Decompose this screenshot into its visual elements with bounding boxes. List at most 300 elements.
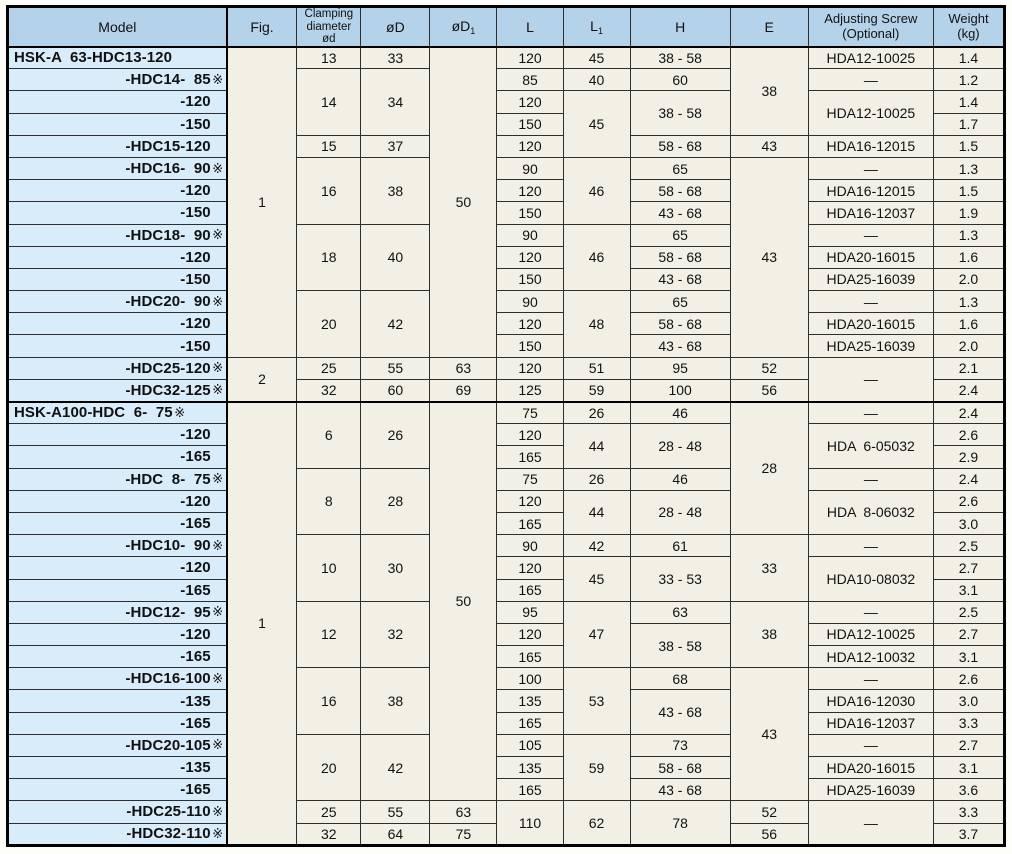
cell-oD1: 63 [430, 357, 497, 379]
table-row [8, 180, 1005, 202]
cell-screw: — [808, 291, 933, 313]
table-row [8, 202, 1005, 224]
cell-oD: 55 [361, 801, 430, 823]
cell-weight: 1.6 [933, 246, 1004, 268]
cell-od_clamp: 20 [297, 291, 361, 358]
cell-weight: 2.7 [933, 734, 1004, 756]
cell-od_clamp: 10 [297, 535, 361, 602]
cell-H: 68 [630, 668, 730, 690]
model-cell [8, 490, 227, 512]
model-text: -135 [180, 692, 211, 710]
cell-screw: HDA16-12030 [808, 690, 933, 712]
cell-screw: — [808, 402, 933, 424]
model-text: -HDC20-105 [125, 736, 211, 754]
cell-L: 85 [497, 69, 563, 91]
cell-oD: 42 [361, 734, 430, 801]
model-text: -HDC10- 90 [125, 537, 211, 555]
cell-screw: HDA25-16039 [808, 268, 933, 290]
cell-oD: 60 [361, 379, 430, 401]
cell-E: 38 [730, 601, 808, 668]
cell-L: 165 [497, 446, 563, 468]
cell-L: 120 [497, 424, 563, 446]
cell-L1: 53 [563, 668, 630, 735]
cell-od_clamp: 32 [297, 823, 361, 845]
table-row [8, 690, 1005, 712]
cell-L: 165 [497, 779, 563, 801]
cell-L1: 59 [563, 379, 630, 401]
cell-weight: 1.7 [933, 113, 1004, 135]
cell-H: 28 - 48 [630, 490, 730, 534]
cell-H: 46 [630, 468, 730, 490]
cell-weight: 2.0 [933, 335, 1004, 357]
table-row [8, 268, 1005, 290]
table-row [8, 91, 1005, 113]
column-header-weight: Weight (kg) [933, 7, 1004, 47]
cell-od_clamp: 14 [297, 69, 361, 136]
cell-E: 38 [730, 47, 808, 136]
cell-od_clamp: 32 [297, 379, 361, 401]
cell-L: 120 [497, 357, 563, 379]
cell-H: 65 [630, 291, 730, 313]
model-cell [8, 69, 227, 91]
cell-screw: HDA16-12037 [808, 712, 933, 734]
model-text: -120 [180, 559, 211, 577]
cell-L1: 62 [563, 801, 630, 845]
cell-H: 58 - 68 [630, 246, 730, 268]
note-mark: ※ [212, 160, 224, 176]
cell-weight: 1.3 [933, 224, 1004, 246]
cell-screw: — [808, 224, 933, 246]
cell-L: 150 [497, 113, 563, 135]
cell-weight: 2.7 [933, 557, 1004, 579]
cell-screw: — [808, 668, 933, 690]
cell-weight: 2.1 [933, 357, 1004, 379]
cell-H: 78 [630, 801, 730, 845]
cell-L: 135 [497, 690, 563, 712]
model-cell [8, 113, 227, 135]
cell-oD1: 50 [430, 402, 497, 801]
cell-L: 110 [497, 801, 563, 845]
cell-od_clamp: 20 [297, 734, 361, 801]
table-row [8, 135, 1005, 157]
model-text: -165 [180, 648, 211, 666]
cell-weight: 1.6 [933, 313, 1004, 335]
spec-table [6, 5, 1006, 847]
cell-oD: 55 [361, 357, 430, 379]
cell-od_clamp: 15 [297, 135, 361, 157]
model-cell [8, 757, 227, 779]
column-header-L: L [497, 7, 563, 47]
note-mark: ※ [212, 537, 224, 553]
model-cell [8, 313, 227, 335]
cell-weight: 3.1 [933, 579, 1004, 601]
cell-L: 90 [497, 291, 563, 313]
cell-L: 120 [497, 246, 563, 268]
cell-L1: 26 [563, 402, 630, 424]
cell-E: 52 [730, 801, 808, 823]
cell-oD: 37 [361, 135, 430, 157]
cell-weight: 2.5 [933, 601, 1004, 623]
cell-weight: 2.5 [933, 535, 1004, 557]
model-cell [8, 335, 227, 357]
model-text: -HDC 8- 75 [125, 470, 211, 488]
model-text: HSK-A 63-HDC13-120 [14, 49, 173, 67]
model-cell [8, 623, 227, 645]
model-cell [8, 535, 227, 557]
cell-L: 120 [497, 47, 563, 69]
cell-H: 28 - 48 [630, 424, 730, 468]
cell-H: 43 - 68 [630, 335, 730, 357]
cell-H: 38 - 58 [630, 91, 730, 135]
cell-L: 90 [497, 535, 563, 557]
note-mark: ※ [212, 803, 224, 819]
model-text: -HDC25-120 [125, 359, 211, 377]
header-row [8, 7, 1005, 47]
model-text: -120 [180, 426, 211, 444]
cell-weight: 2.0 [933, 268, 1004, 290]
cell-L: 165 [497, 646, 563, 668]
cell-H: 38 - 58 [630, 623, 730, 667]
column-header-od_clamp: Clamping diameter ød [297, 7, 361, 47]
model-cell [8, 224, 227, 246]
cell-E: 43 [730, 157, 808, 357]
cell-oD: 64 [361, 823, 430, 845]
cell-weight: 1.4 [933, 47, 1004, 69]
cell-od_clamp: 12 [297, 601, 361, 668]
note-mark: ※ [212, 293, 224, 309]
cell-weight: 2.6 [933, 668, 1004, 690]
model-cell [8, 646, 227, 668]
model-text: -HDC20- 90 [125, 293, 211, 311]
model-text: -135 [180, 759, 211, 777]
cell-oD: 34 [361, 69, 430, 136]
note-mark: ※ [212, 471, 224, 487]
model-text: -120 [180, 625, 211, 643]
cell-screw: HDA12-10025 [808, 47, 933, 69]
model-cell [8, 668, 227, 690]
cell-L1: 26 [563, 468, 630, 490]
cell-screw: HDA16-12037 [808, 202, 933, 224]
cell-oD1: 75 [430, 823, 497, 845]
table-row [8, 779, 1005, 801]
cell-L1: 40 [563, 69, 630, 91]
cell-screw: HDA10-08032 [808, 557, 933, 601]
cell-screw: — [808, 468, 933, 490]
cell-H: 38 - 58 [630, 47, 730, 69]
model-text: -HDC25-110 [126, 803, 211, 821]
cell-weight: 3.3 [933, 712, 1004, 734]
cell-oD: 38 [361, 668, 430, 735]
model-cell [8, 734, 227, 756]
cell-fig: 1 [227, 402, 297, 846]
cell-screw: HDA16-12015 [808, 135, 933, 157]
table-row [8, 157, 1005, 179]
model-text: HSK-A100-HDC 6- 75 [14, 404, 173, 422]
table-row [8, 291, 1005, 313]
model-text: -HDC12- 95 [125, 603, 211, 621]
cell-weight: 3.0 [933, 690, 1004, 712]
cell-weight: 3.1 [933, 757, 1004, 779]
column-header-oD: øD [361, 7, 430, 47]
note-mark: ※ [212, 604, 224, 620]
table-row [8, 646, 1005, 668]
cell-od_clamp: 8 [297, 468, 361, 535]
cell-L: 120 [497, 91, 563, 113]
cell-H: 43 - 68 [630, 202, 730, 224]
cell-screw: HDA16-12015 [808, 180, 933, 202]
cell-L: 95 [497, 601, 563, 623]
cell-H: 33 - 53 [630, 557, 730, 601]
cell-oD1: 69 [430, 379, 497, 401]
cell-screw: HDA12-10032 [808, 646, 933, 668]
cell-weight: 2.4 [933, 468, 1004, 490]
table-row [8, 424, 1005, 446]
cell-od_clamp: 16 [297, 668, 361, 735]
column-header-H: H [630, 7, 730, 47]
table-row [8, 468, 1005, 490]
cell-H: 65 [630, 224, 730, 246]
note-mark: ※ [212, 825, 224, 841]
cell-weight: 1.5 [933, 180, 1004, 202]
cell-weight: 1.2 [933, 69, 1004, 91]
cell-L: 120 [497, 623, 563, 645]
cell-od_clamp: 25 [297, 801, 361, 823]
model-cell [8, 135, 227, 157]
model-cell [8, 690, 227, 712]
cell-E: 28 [730, 402, 808, 535]
cell-E: 33 [730, 535, 808, 602]
model-text: -120 [180, 492, 211, 510]
model-cell [8, 801, 227, 823]
note-mark: ※ [212, 360, 224, 376]
table-row [8, 357, 1005, 379]
cell-screw: HDA25-16039 [808, 779, 933, 801]
cell-oD: 40 [361, 224, 430, 291]
table-row [8, 734, 1005, 756]
cell-oD: 26 [361, 402, 430, 469]
cell-L: 150 [497, 202, 563, 224]
table-row [8, 335, 1005, 357]
cell-weight: 3.7 [933, 823, 1004, 845]
cell-weight: 2.4 [933, 402, 1004, 424]
model-cell [8, 424, 227, 446]
cell-L: 75 [497, 468, 563, 490]
cell-screw: HDA20-16015 [808, 757, 933, 779]
cell-screw: HDA25-16039 [808, 335, 933, 357]
table-row [8, 313, 1005, 335]
model-text: -HDC18- 90 [125, 226, 211, 244]
model-cell [8, 202, 227, 224]
cell-oD: 38 [361, 157, 430, 224]
table-row [8, 535, 1005, 557]
cell-weight: 3.3 [933, 801, 1004, 823]
cell-L: 90 [497, 224, 563, 246]
table-row [8, 490, 1005, 512]
model-cell [8, 357, 227, 379]
cell-L1: 46 [563, 224, 630, 291]
cell-E: 56 [730, 823, 808, 845]
cell-screw: HDA 6-05032 [808, 424, 933, 468]
cell-H: 58 - 68 [630, 757, 730, 779]
cell-screw: HDA20-16015 [808, 246, 933, 268]
cell-L: 120 [497, 313, 563, 335]
cell-E: 52 [730, 357, 808, 379]
table-row [8, 601, 1005, 623]
model-cell [8, 246, 227, 268]
cell-weight: 1.3 [933, 157, 1004, 179]
cell-weight: 3.0 [933, 512, 1004, 534]
model-text: -165 [180, 581, 211, 599]
cell-weight: 2.6 [933, 490, 1004, 512]
model-cell [8, 512, 227, 534]
cell-weight: 3.6 [933, 779, 1004, 801]
cell-L: 165 [497, 512, 563, 534]
cell-L1: 44 [563, 424, 630, 468]
cell-od_clamp: 16 [297, 157, 361, 224]
table-row [8, 402, 1005, 424]
model-cell [8, 712, 227, 734]
table-row [8, 246, 1005, 268]
cell-oD: 33 [361, 47, 430, 69]
cell-L: 90 [497, 157, 563, 179]
cell-L1: 47 [563, 601, 630, 668]
cell-screw: — [808, 69, 933, 91]
model-text: -165 [180, 781, 211, 799]
cell-H: 58 - 68 [630, 313, 730, 335]
model-text: -165 [180, 714, 211, 732]
cell-od_clamp: 6 [297, 402, 361, 469]
cell-oD: 30 [361, 535, 430, 602]
model-text: -HDC16- 90 [125, 160, 211, 178]
cell-screw: HDA12-10025 [808, 623, 933, 645]
model-cell [8, 268, 227, 290]
cell-weight: 2.4 [933, 379, 1004, 401]
cell-screw: — [808, 801, 933, 845]
cell-weight: 2.6 [933, 424, 1004, 446]
note-mark: ※ [212, 737, 224, 753]
cell-L: 150 [497, 335, 563, 357]
cell-oD1: 50 [430, 47, 497, 358]
cell-L: 105 [497, 734, 563, 756]
cell-weight: 1.5 [933, 135, 1004, 157]
cell-H: 46 [630, 402, 730, 424]
cell-L: 165 [497, 712, 563, 734]
model-text: -HDC15-120 [125, 137, 211, 155]
cell-fig: 2 [227, 357, 297, 401]
cell-H: 43 - 68 [630, 690, 730, 734]
cell-od_clamp: 18 [297, 224, 361, 291]
note-mark: ※ [212, 71, 224, 87]
cell-H: 43 - 68 [630, 268, 730, 290]
cell-weight: 1.9 [933, 202, 1004, 224]
cell-screw: HDA 8-06032 [808, 490, 933, 534]
cell-oD: 42 [361, 291, 430, 358]
column-header-E: E [730, 7, 808, 47]
cell-L1: 45 [563, 47, 630, 69]
cell-L: 135 [497, 757, 563, 779]
cell-weight: 2.9 [933, 446, 1004, 468]
cell-L: 120 [497, 180, 563, 202]
table-row [8, 712, 1005, 734]
cell-H: 65 [630, 157, 730, 179]
cell-weight: 1.4 [933, 91, 1004, 113]
model-text: -120 [180, 182, 211, 200]
table-row [8, 668, 1005, 690]
cell-E: 56 [730, 379, 808, 401]
model-cell [8, 779, 227, 801]
note-mark: ※ [212, 227, 224, 243]
cell-H: 63 [630, 601, 730, 623]
cell-weight: 1.3 [933, 291, 1004, 313]
model-text: -HDC32-110 [126, 825, 211, 843]
model-text: -120 [180, 248, 211, 266]
cell-screw: — [808, 535, 933, 557]
table-row [8, 801, 1005, 823]
cell-L: 120 [497, 557, 563, 579]
spec-table-header [8, 7, 1005, 47]
cell-screw: — [808, 734, 933, 756]
cell-oD: 32 [361, 601, 430, 668]
cell-screw: — [808, 157, 933, 179]
cell-screw: — [808, 357, 933, 401]
cell-screw: HDA20-16015 [808, 313, 933, 335]
model-cell [8, 402, 227, 424]
column-header-oD1: $øD_1$ [430, 7, 497, 47]
model-text: -120 [180, 315, 211, 333]
cell-od_clamp: 25 [297, 357, 361, 379]
model-cell [8, 601, 227, 623]
cell-E: 43 [730, 135, 808, 157]
cell-L: 120 [497, 135, 563, 157]
model-cell [8, 47, 227, 69]
cell-H: 100 [630, 379, 730, 401]
cell-L1: 48 [563, 291, 630, 358]
cell-H: 73 [630, 734, 730, 756]
table-row [8, 557, 1005, 579]
model-cell [8, 557, 227, 579]
cell-H: 58 - 68 [630, 135, 730, 157]
cell-L: 165 [497, 579, 563, 601]
model-cell [8, 91, 227, 113]
model-cell [8, 823, 227, 845]
column-header-fig: Fig. [227, 7, 297, 47]
model-cell [8, 379, 227, 401]
cell-L: 100 [497, 668, 563, 690]
model-text: -150 [180, 337, 211, 355]
note-mark: ※ [212, 670, 224, 686]
model-cell [8, 579, 227, 601]
column-header-screw: Adjusting Screw (Optional) [808, 7, 933, 47]
cell-L1: 45 [563, 91, 630, 158]
cell-od_clamp: 13 [297, 47, 361, 69]
model-text: -150 [180, 270, 211, 288]
cell-oD: 28 [361, 468, 430, 535]
cell-L1: 51 [563, 357, 630, 379]
note-mark: ※ [174, 404, 186, 420]
model-text: -150 [180, 115, 211, 133]
model-text: -165 [180, 448, 211, 466]
note-mark: ※ [212, 382, 224, 398]
cell-weight: 2.7 [933, 623, 1004, 645]
table-row [8, 757, 1005, 779]
cell-H: 61 [630, 535, 730, 557]
cell-screw: — [808, 601, 933, 623]
model-text: -150 [180, 204, 211, 222]
spec-table-body [8, 47, 1005, 846]
cell-E: 43 [730, 668, 808, 801]
cell-L: 125 [497, 379, 563, 401]
column-header-L1: $L_1$ [563, 7, 630, 47]
